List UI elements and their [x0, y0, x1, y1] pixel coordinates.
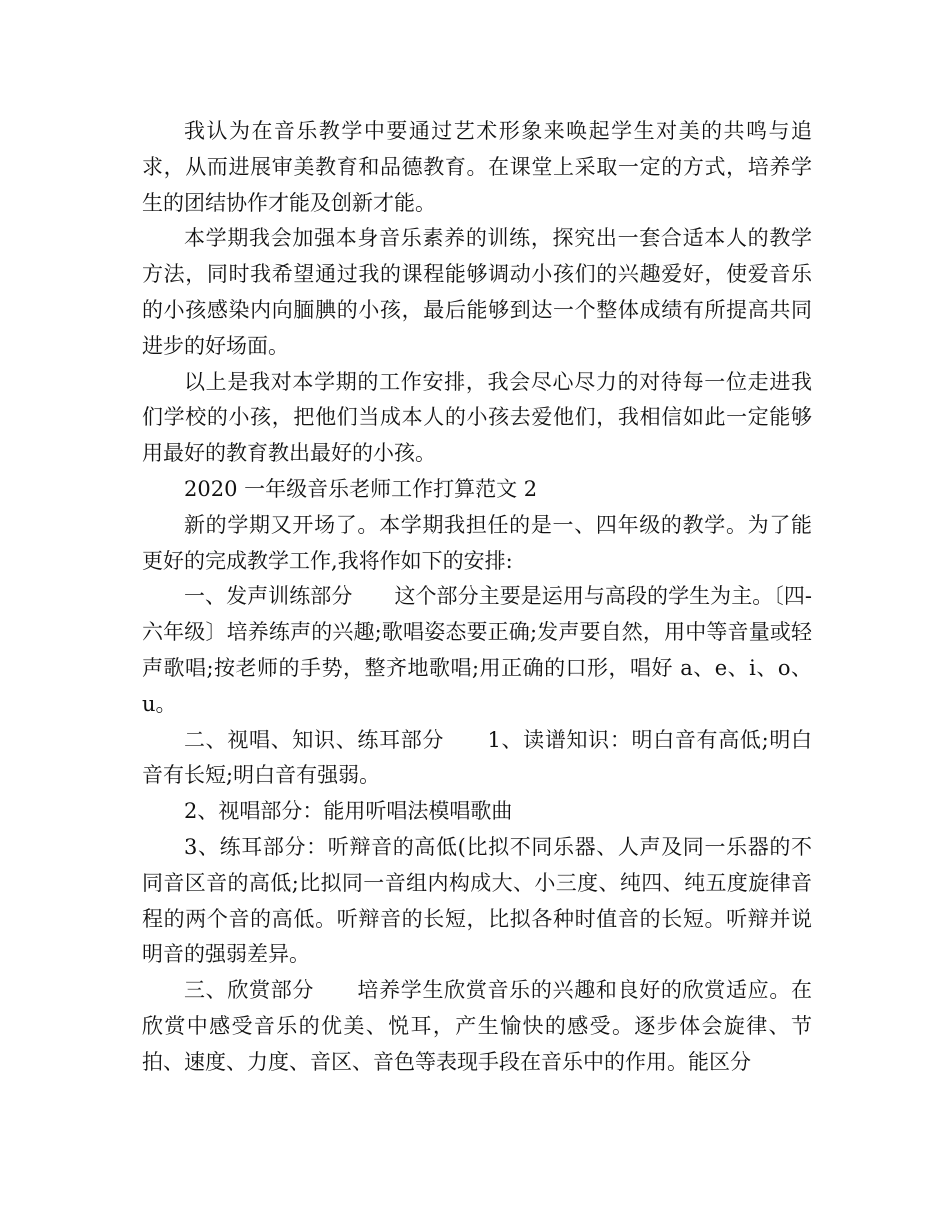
paragraph-1: 我认为在音乐教学中要通过艺术形象来唤起学生对美的共鸣与追求，从而进展审美教育和品德教育。在课堂上采取一定的方式，培养学生的团结协作才能及创新才能。 [142, 119, 812, 215]
paragraph-9: 三、欣赏部分 培养学生欣赏音乐的兴趣和良好的欣赏适应。在欣赏中感受音乐的优美、悦耳，产生愉快的感受。逐步体会旋律、节拍、速度、力度、音区、音色等表现手段在音乐中的作用。能区分 [142, 978, 812, 1074]
paragraph-3: 以上是我对本学期的工作安排，我会尽心尽力的对待每一位走进我们学校的小孩，把他们当成本人的小孩去爱他们，我相信如此一定能够用最好的教育教出最好的小孩。 [142, 369, 812, 466]
section-heading: 2020 一年级音乐老师工作打算范文 2 [184, 476, 538, 501]
document-body [142, 114, 812, 1081]
paragraph-8: 3、练耳部分：听辩音的高低(比拟不同乐器、人声及同一乐器的不同音区音的高低;比拟同一音组内构成大、小三度、纯四、纯五度旋律音程的两个音的高低。听辩音的长短，比拟各种时值音的长短。听辩并说明音的强弱差异。 [142, 834, 812, 967]
paragraph-2: 本学期我会加强本身音乐素养的训练，探究出一套合适本人的教学方法，同时我希望通过我的课程能够调动小孩们的兴趣爱好，使爱音乐的小孩感染内向腼腆的小孩，最后能够到达一个整体成绩有所提高共同进步的好场面。 [142, 226, 812, 358]
paragraph-6: 二、视唱、知识、练耳部分 1、读谱知识：明白音有高低;明白音有长短;明白音有强弱。 [142, 727, 812, 788]
paragraph-4: 新的学期又开场了。本学期我担任的是一、四年级的教学。为了能更好的完成教学工作,我将作如下的安排: [142, 512, 812, 573]
paragraph-7: 2、视唱部分：能用听唱法模唱歌曲 [184, 799, 513, 824]
paragraph-5: 一、发声训练部分 这个部分主要是运用与高段的学生为主。〔四-六年级〕培养练声的兴趣;歌唱姿态要正确;发声要自然，用中等音量或轻声歌唱;按老师的手势，整齐地歌唱;用正确的口形，唱好 a、e、i、o、u。 [142, 584, 812, 716]
